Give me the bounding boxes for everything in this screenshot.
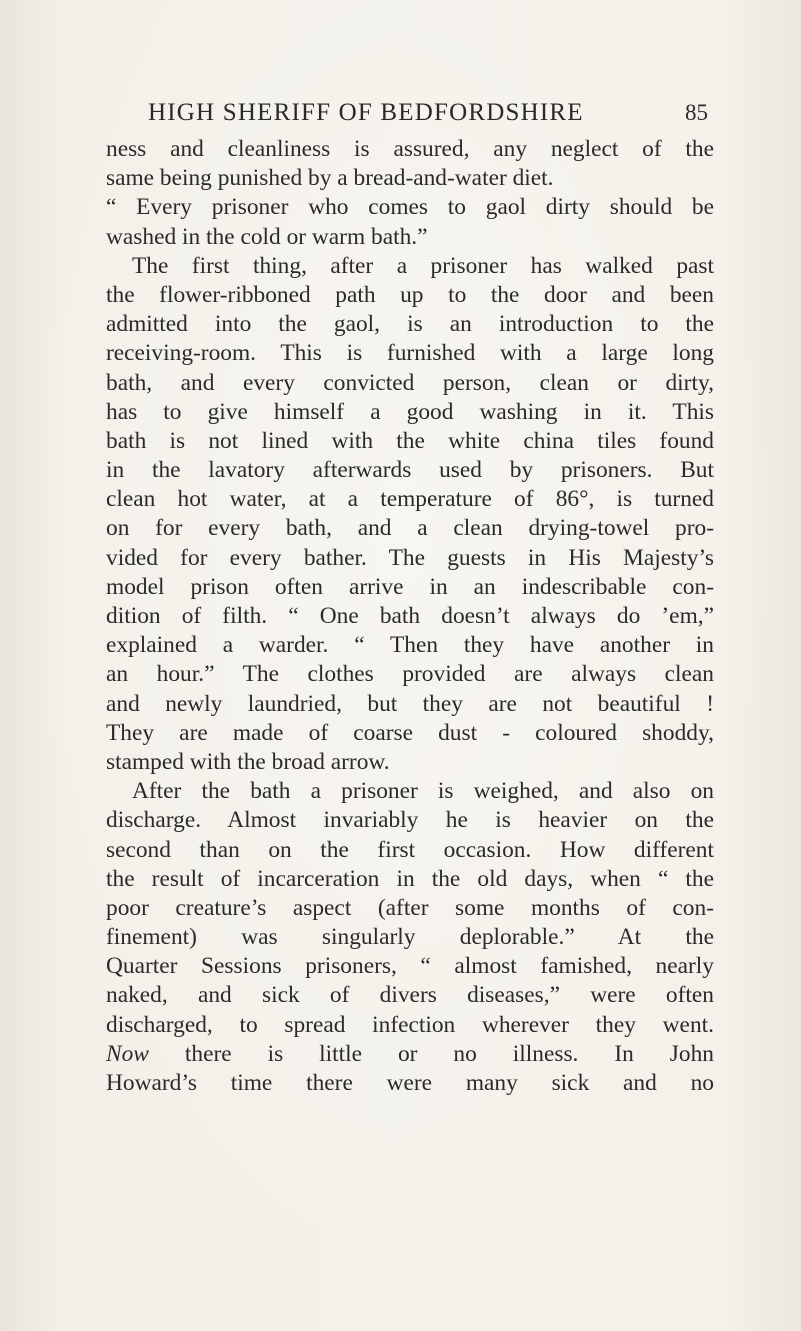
text-line: second than on the first occasion. How different — [106, 836, 714, 863]
page-number: 85 — [685, 100, 708, 125]
text-line: discharge. Almost invariably he is heavier on the — [106, 807, 714, 834]
text-line: poor creature’s aspect (after some months of con- — [106, 894, 714, 921]
text-line: ness and cleanliness is assured, any neglect of the — [106, 136, 714, 162]
text-line: model prison often arrive in an indescribable con- — [106, 573, 714, 600]
text-line: The first thing, after a prisoner has walked past — [132, 252, 714, 279]
text-line: has to give himself a good washing in it. This — [106, 398, 714, 425]
text-line: They are made of coarse dust - coloured shoddy, — [106, 719, 714, 746]
text-line: and newly laundried, but they are not beautiful ! — [106, 690, 714, 717]
text-line — [106, 1040, 714, 1069]
text-line: discharged, to spread infection wherever they went. — [106, 1011, 714, 1038]
text-line: finement) was singularly deplorable.” At the — [106, 924, 714, 951]
text-line: After the bath a prisoner is weighed, and also on — [132, 778, 714, 805]
text-line: the result of incarceration in the old days, when “ the — [106, 865, 714, 892]
text-line: bath, and every convicted person, clean or dirty, — [106, 369, 714, 396]
text-line: receiving-room. This is furnished with a large long — [106, 340, 714, 367]
text-line: Howard’s time there were many sick and no — [106, 1070, 714, 1096]
text-line: the flower-ribboned path up to the door and been — [106, 281, 714, 308]
text-line: washed in the cold or warm bath.” — [106, 223, 428, 250]
italic-word: Now — [106, 1040, 149, 1067]
text-line: explained a warder. “ Then they have another in — [106, 632, 714, 659]
text-line: “ Every prisoner who comes to gaol dirty should be — [106, 194, 714, 221]
text-line: clean hot water, at a temperature of 86°, is turned — [106, 486, 714, 513]
running-title: HIGH SHERIFF OF BEDFORDSHIRE — [148, 99, 584, 126]
text-line: same being punished by a bread-and-water diet. — [106, 165, 554, 192]
body-text — [106, 135, 714, 1098]
text-line: bath is not lined with the white china tiles found — [106, 427, 714, 454]
text-line: on for every bath, and a clean drying-towel pro- — [106, 515, 714, 542]
text-line: in the lavatory afterwards used by prisoners. But — [106, 457, 714, 484]
text-line: naked, and sick of divers diseases,” were often — [106, 982, 714, 1009]
text-line: an hour.” The clothes provided are always clean — [106, 661, 714, 688]
text-line-rest: there is little or no illness. In John — [184, 1040, 714, 1067]
text-line: stamped with the broad arrow. — [106, 748, 390, 775]
text-line: dition of filth. “ One bath doesn’t always do ’em,” — [106, 603, 714, 629]
running-head — [148, 98, 708, 128]
text-line: Quarter Sessions prisoners, “ almost famished, nearly — [106, 953, 714, 980]
text-line: admitted into the gaol, is an introduction to the — [106, 311, 714, 338]
text-line: vided for every bather. The guests in His Majesty’s — [106, 544, 714, 571]
